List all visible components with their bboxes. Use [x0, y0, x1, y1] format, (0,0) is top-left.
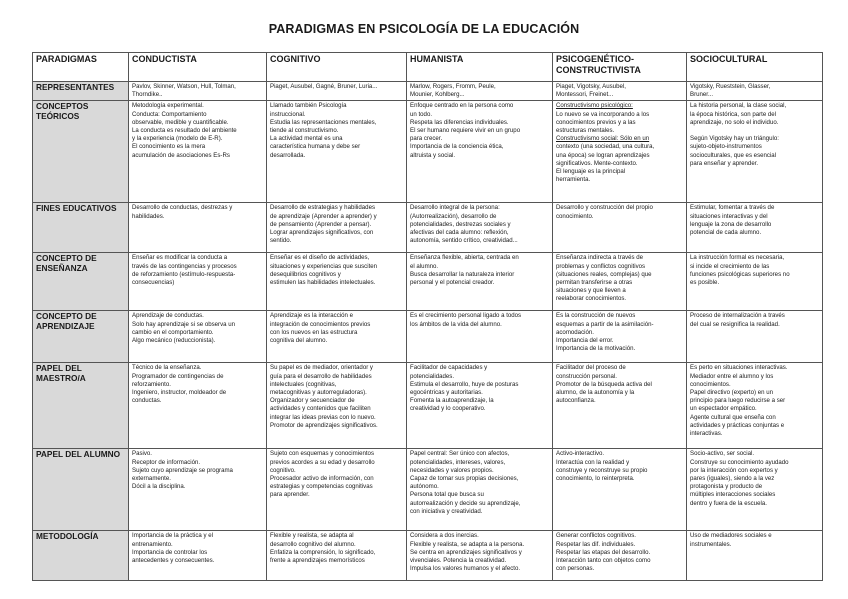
table-cell	[129, 311, 267, 363]
table-cell	[129, 82, 267, 101]
cell-line: través de las contingencias y procesos	[132, 262, 237, 270]
table-cell	[407, 82, 553, 101]
cell-line: El conocimiento es la mera	[132, 143, 206, 151]
cell-line: potencial de cada alumno.	[690, 229, 762, 237]
table-cell	[407, 449, 553, 531]
cell-line: Facilitador del proceso de	[556, 364, 626, 372]
table-row	[33, 203, 823, 253]
cell-line: Procesador activo de información, con	[270, 475, 374, 483]
cell-line: con personas.	[556, 565, 595, 573]
cell-line: Considera a dos inercias.	[410, 532, 479, 540]
column-header: SOCIOCULTURAL	[687, 53, 823, 82]
cell-line: Algo mecánico (reduccionista).	[132, 337, 216, 345]
cell-line: Montessori, Freinet...	[556, 91, 614, 99]
document-title: PARADIGMAS EN PSICOLOGÍA DE LA EDUCACIÓN	[268, 22, 580, 36]
cell-line: permitan transferirse a otras	[556, 279, 633, 287]
cell-line: Enfoque centrado en la persona como	[410, 102, 514, 110]
cell-line: Técnico de la enseñanza.	[132, 364, 202, 372]
column-header: HUMANISTA	[407, 53, 553, 82]
cell-line: Lo nuevo se va incorporando a los	[556, 110, 650, 118]
cell-line: altruista y social.	[410, 151, 456, 159]
cell-line: Pavlov, Skinner, Watson, Hull, Tolman,	[132, 83, 236, 90]
cell-line: Lograr aprendizajes significativos, con	[270, 229, 374, 237]
cell-line: Según Vigotsky hay un triángulo:	[690, 135, 779, 143]
cell-line: Estimular, fomentar a través de	[690, 204, 775, 212]
table-cell	[407, 253, 553, 311]
row-header: METODOLOGÍA	[33, 531, 129, 581]
cell-line: Ingeniero, instructor, moldeador de	[132, 389, 227, 397]
cell-line: entrenamiento.	[132, 540, 173, 548]
cell-line: Busca desarrollar la naturaleza interior	[410, 270, 515, 278]
cell-line: Respetar las dif. individuales.	[556, 540, 636, 548]
cell-line: situaciones y que lleven a	[556, 287, 626, 295]
table-cell	[553, 449, 687, 531]
row-header: REPRESENTANTES	[33, 82, 129, 101]
cell-line: Es la construcción de nuevos	[556, 312, 636, 320]
table-cell	[553, 363, 687, 449]
cell-line: Su papel es de mediador, orientador y	[270, 364, 373, 372]
cell-line: Organizador y secuenciador de	[270, 397, 355, 405]
cell-line: un todo.	[410, 110, 433, 118]
row-header: PAPEL DEL ALUMNO	[33, 449, 129, 531]
cell-line: La historia personal, la clase social,	[690, 102, 787, 110]
cell-line: Interactúa con la realidad y	[556, 458, 630, 466]
cell-line: un espectador empático.	[690, 405, 757, 413]
cell-line: lenguaje la zona de desarrollo	[690, 220, 772, 228]
table-cell	[687, 203, 823, 253]
cell-line: Conducta: Comportamiento	[132, 110, 207, 118]
cell-line: creatividad y lo cooperativo.	[410, 405, 486, 413]
cell-line: actividades y prácticas conjuntas e	[690, 421, 785, 429]
cell-line: desarrollo cognitivo del alumno.	[270, 540, 356, 548]
cell-line: conductas.	[132, 397, 162, 405]
cell-line: Agente cultural que enseña con	[690, 413, 776, 421]
cell-line: sentido.	[270, 237, 292, 245]
cell-line: protagonista y producto de	[690, 483, 763, 491]
table-cell	[267, 253, 407, 311]
table-cell	[407, 363, 553, 449]
cell-line: Flexible y realista, se adapta al	[270, 532, 354, 540]
cell-line: con iniciativa y creatividad.	[410, 507, 483, 515]
table-cell	[267, 101, 407, 203]
cell-line: Mediador entre el alumno y los	[690, 372, 774, 380]
cell-line: Enseñar es modificar la conducta a	[132, 254, 228, 262]
cell-line: integrar las ideas previas con lo nuevo.	[270, 413, 376, 421]
cell-line: conocimiento.	[556, 212, 594, 220]
table-row	[33, 531, 823, 581]
table-cell	[687, 363, 823, 449]
cell-line: Persona total que busca su	[410, 491, 484, 499]
column-header: PARADIGMAS	[33, 53, 129, 82]
row-header: CONCEPTOS TEÓRICOS	[33, 101, 129, 203]
cell-line: Importancia de la práctica y el	[132, 532, 213, 540]
cell-line: vivenciales. Potencia la creatividad.	[410, 557, 507, 565]
cell-line: cambio en el comportamiento.	[132, 328, 214, 336]
cell-line: si incide el crecimiento de las	[690, 262, 770, 270]
cell-line: Enfatiza la comprensión, lo significado,	[270, 548, 376, 556]
cell-line: Importancia de controlar los	[132, 548, 208, 556]
cell-line: Desarrollo de conductas, destrezas y	[132, 204, 233, 212]
cell-line: La actividad mental es una	[270, 135, 343, 143]
cell-line: autoconfianza.	[556, 397, 596, 405]
cell-line: Estudia las representaciones mentales,	[270, 118, 377, 126]
table-cell	[129, 531, 267, 581]
cell-line: estructuras mentales.	[556, 127, 615, 135]
table-cell	[267, 82, 407, 101]
cell-line: afectivas del cada alumno: reflexión,	[410, 229, 509, 237]
cell-line: dentro y fuera de la escuela.	[690, 499, 767, 507]
cell-line: potencialidades, destrezas sociales y	[410, 220, 511, 228]
table-cell	[687, 531, 823, 581]
cell-line: Importancia de la conciencia ética,	[410, 143, 504, 151]
cell-line: cognitivo.	[270, 466, 296, 474]
cell-line: pares (iguales), siendo a la vez	[690, 475, 775, 483]
cell-line: metacognitivas y autorreguladoras).	[270, 389, 367, 397]
table-cell	[553, 253, 687, 311]
table-cell	[553, 311, 687, 363]
cell-line: y la experiencia (modelo de E-R).	[132, 135, 223, 143]
cell-line: Marlow, Rogers, Fromm, Peule,	[410, 83, 496, 90]
cell-line: por la interacción con expertos y	[690, 466, 778, 474]
cell-line: intelectuales (cognitivas,	[270, 380, 337, 388]
table-cell	[267, 363, 407, 449]
cell-line: Pasivo.	[132, 450, 152, 458]
cell-line: El ser humano requiere vivir en un grupo	[410, 127, 521, 135]
table-cell	[687, 82, 823, 101]
cell-line: construcción personal.	[556, 372, 617, 380]
cell-line: Se centra en aprendizajes significativos y	[410, 548, 522, 556]
cell-line: Generar conflictos cognitivos.	[556, 532, 636, 540]
cell-line: Papel central: Ser único con afectos,	[410, 450, 510, 458]
table-row	[33, 253, 823, 311]
cell-line: Impulsa los valores humanos y el afecto.	[410, 565, 521, 573]
cell-line: contexto (una sociedad, una cultura,	[556, 143, 655, 151]
cell-line: una época) se logran aprendizajes	[556, 151, 650, 159]
table-cell	[553, 531, 687, 581]
cell-line: Activo-interactivo.	[556, 450, 605, 458]
row-header: CONCEPTO DE ENSEÑANZA	[33, 253, 129, 311]
cell-line: situaciones interactivas y del	[690, 212, 768, 220]
cell-line: Es el crecimiento personal ligado a todos	[410, 312, 522, 320]
cell-line: para enseñar y aprender.	[690, 159, 759, 167]
cell-line: personal y el potencial creador.	[410, 279, 495, 287]
cell-line: Importancia de la motivación.	[556, 345, 636, 353]
cell-line: Bruner...	[690, 91, 714, 99]
table-cell	[267, 449, 407, 531]
cell-line: significativos. Mente-contexto.	[556, 159, 638, 167]
cell-line: Dócil a la disciplina.	[132, 483, 186, 491]
table-row	[33, 449, 823, 531]
row-header: CONCEPTO DE APRENDIZAJE	[33, 311, 129, 363]
cell-line: Mounier, Kohlberg...	[410, 91, 465, 99]
cell-line: (Autorrealización), desarrollo de	[410, 212, 497, 220]
cell-line: característica humana y debe ser	[270, 143, 361, 151]
cell-line: Desarrollo y construcción del propio	[556, 204, 653, 212]
paradigms-table	[32, 52, 823, 581]
header-row	[33, 53, 823, 82]
row-header: PAPEL DEL MAESTRO/A	[33, 363, 129, 449]
column-header: PSICOGENÉTICO-CONSTRUCTIVISTA	[553, 53, 687, 82]
cell-line: La conducta es resultado del ambiente	[132, 127, 237, 135]
cell-line: consecuencias)	[132, 279, 175, 287]
table-cell	[553, 101, 687, 203]
table-cell	[267, 203, 407, 253]
cell-line: Sujeto con esquemas y conocimientos	[270, 450, 374, 458]
cell-line: autorrealización y decide su aprendizaje,	[410, 499, 521, 507]
cell-line: Enseñanza indirecta a través de	[556, 254, 644, 262]
table-cell	[267, 531, 407, 581]
cell-line: necesidades y valores propios.	[410, 466, 494, 474]
cell-line: Enseñar es el diseño de actividades,	[270, 254, 370, 262]
cell-line: antecedentes y consecuentes.	[132, 557, 215, 565]
cell-line: Proceso de internalización a través	[690, 312, 785, 320]
cell-line: situaciones y experiencias que susciten	[270, 262, 378, 270]
cell-line: Papel directivo (experto) en un	[690, 389, 773, 397]
column-header: CONDUCTISTA	[129, 53, 267, 82]
table-cell	[687, 253, 823, 311]
column-header: COGNITIVO	[267, 53, 407, 82]
cell-line: Metodología experimental.	[132, 102, 204, 110]
cell-line: Solo hay aprendizaje si se observa un	[132, 320, 235, 328]
table-cell	[553, 203, 687, 253]
cell-line: Uso de mediadores sociales e	[690, 532, 772, 540]
cell-line: con los nuevos en las estructura	[270, 328, 358, 336]
table-cell	[129, 253, 267, 311]
cell-line: previos acordes a su edad y desarrollo	[270, 458, 375, 466]
cell-line: Piaget, Vigotsky, Ausubel,	[556, 83, 626, 90]
cell-line: principio para luego reducirse a ser	[690, 397, 786, 405]
cell-line: (situaciones reales, complejas) que	[556, 270, 652, 278]
table-cell	[407, 311, 553, 363]
cell-line: Facilitador de capacidades y	[410, 364, 488, 372]
cell-line: potencialidades.	[410, 372, 455, 380]
cell-line: instrumentales.	[690, 540, 732, 548]
table-body	[33, 82, 823, 581]
cell-line: cognitiva del alumno.	[270, 337, 328, 345]
cell-line: Capaz de tomar sus propias decisiones,	[410, 475, 519, 483]
cell-line: reforzamiento.	[132, 380, 171, 388]
cell-line: Constructivismo psicológico:	[556, 102, 633, 110]
cell-line: los ámbitos de la vida del alumno.	[410, 320, 502, 328]
cell-line: conocimientos previos y a las	[556, 118, 636, 126]
cell-line: integración de conocimientos previos	[270, 320, 371, 328]
cell-line: alumno, de la autonomía y la	[556, 389, 635, 397]
cell-line: Piaget, Ausubel, Gagné, Bruner, Luria...	[270, 83, 378, 90]
cell-line: observable, medible y cuantificable.	[132, 118, 229, 126]
cell-line: Importancia del error.	[556, 337, 614, 345]
table-cell	[687, 449, 823, 531]
table-cell	[687, 311, 823, 363]
cell-line: es posible.	[690, 279, 720, 287]
table-row	[33, 363, 823, 449]
cell-line: Aprendizaje es la interacción e	[270, 312, 353, 320]
cell-line: esquemas a partir de la asimilación-	[556, 320, 654, 328]
table-cell	[129, 203, 267, 253]
table-cell	[129, 101, 267, 203]
cell-line: desequilibrios cognitivos y	[270, 270, 341, 278]
table-row	[33, 82, 823, 101]
table-cell	[553, 82, 687, 101]
cell-line	[690, 127, 819, 135]
cell-line: acumulación de asociaciones Es-Rs	[132, 151, 230, 159]
table-cell	[407, 531, 553, 581]
cell-line: el alumno.	[410, 262, 439, 270]
cell-line: guía para el desarrollo de habilidades	[270, 372, 372, 380]
table-row	[33, 311, 823, 363]
cell-line: problemas y conflictos cognitivos	[556, 262, 646, 270]
cell-line: estimulen las habilidades intelectuales.	[270, 279, 376, 287]
cell-line: La instrucción formal es necesaria,	[690, 254, 785, 262]
cell-line: Constructivismo social: Sólo en un	[556, 135, 650, 143]
cell-line: El lenguaje es la principal	[556, 168, 626, 176]
table-cell	[129, 363, 267, 449]
cell-line: reelaborar conocimientos.	[556, 295, 627, 303]
cell-line: acomodación.	[556, 328, 594, 336]
cell-line: para aprender.	[270, 491, 310, 499]
cell-line: Enseñanza flexible, abierta, centrada en	[410, 254, 519, 262]
cell-line: autónomo.	[410, 483, 439, 491]
cell-line: Programador de contingencias de	[132, 372, 224, 380]
cell-line: conocimiento, lo reinterpreta.	[556, 475, 635, 483]
table-cell	[687, 101, 823, 203]
cell-line: desarrollada.	[270, 151, 306, 159]
cell-line: de aprendizaje (Aprender a aprender) y	[270, 212, 377, 220]
cell-line: Promotor de aprendizajes significativos.	[270, 421, 378, 429]
cell-line: Estimula el desarrollo, huye de posturas	[410, 380, 519, 388]
cell-line: del cual se resignifica la realidad.	[690, 320, 780, 328]
cell-line: Flexible y realista, se adapta a la persona.	[410, 540, 525, 548]
cell-line: Sujeto cuyo aprendizaje se programa	[132, 466, 233, 474]
cell-line: egocéntricas y autoritarias.	[410, 389, 483, 397]
table-cell	[407, 203, 553, 253]
cell-line: estrategias y competencias cognitivas	[270, 483, 373, 491]
cell-line: Aprendizaje de conductas.	[132, 312, 204, 320]
cell-line: Promotor de la búsqueda activa del	[556, 380, 652, 388]
cell-line: autonomía, sentido crítico, creatividad...	[410, 237, 518, 245]
cell-line: Construye su conocimiento ayudado	[690, 458, 789, 466]
cell-line: frente a aprendizajes memorísticos	[270, 557, 365, 565]
cell-line: múltiples interacciones sociales	[690, 491, 776, 499]
cell-line: Desarrollo de estrategias y habilidades	[270, 204, 376, 212]
table-row	[33, 101, 823, 203]
cell-line: Respeta las diferencias individuales.	[410, 118, 509, 126]
cell-line: instruccional.	[270, 110, 306, 118]
cell-line: la época histórica, son parte del	[690, 110, 777, 118]
cell-line: tiende al constructivismo.	[270, 127, 339, 135]
cell-line: Respetar las etapas del desarrollo.	[556, 548, 651, 556]
cell-line: Es perto en situaciones interactivas.	[690, 364, 788, 372]
cell-line: Vigotsky, Rueststein, Glasser,	[690, 83, 771, 90]
cell-line: funciones psicológicas superiores no	[690, 270, 790, 278]
cell-line: actividades y contenidos que faciliten	[270, 405, 371, 413]
cell-line: Llamado también Psicología	[270, 102, 347, 110]
cell-line: habilidades.	[132, 212, 165, 220]
cell-line: externamente.	[132, 475, 171, 483]
cell-line: herramienta.	[556, 176, 591, 184]
cell-line: Socio-activo, ser social.	[690, 450, 755, 458]
cell-line: construye y reconstruye su propio	[556, 466, 648, 474]
cell-line: Interacción tanto con objetos como	[556, 557, 651, 565]
cell-line: de pensamiento (Aprender a pensar).	[270, 220, 372, 228]
cell-line: interactivas.	[690, 430, 723, 438]
cell-line: socioculturales, que es esencial	[690, 151, 777, 159]
table-cell	[129, 449, 267, 531]
cell-line: aprendizaje, no solo el individuo.	[690, 118, 779, 126]
cell-line: Desarrollo integral de la persona:	[410, 204, 500, 212]
table-cell	[267, 311, 407, 363]
cell-line: Receptor de información.	[132, 458, 201, 466]
cell-line: sujeto-objeto-instrumentos	[690, 143, 762, 151]
cell-line: Thorndike..	[132, 91, 163, 99]
table-cell	[407, 101, 553, 203]
row-header: FINES EDUCATIVOS	[33, 203, 129, 253]
cell-line: Fomenta la autoaprendizaje, la	[410, 397, 494, 405]
cell-line: para crecer.	[410, 135, 443, 143]
cell-line: de reforzamiento (estímulo-respuesta-	[132, 270, 236, 278]
cell-line: conocimientos.	[690, 380, 731, 388]
cell-line: potencialidades, intereses, valores,	[410, 458, 506, 466]
